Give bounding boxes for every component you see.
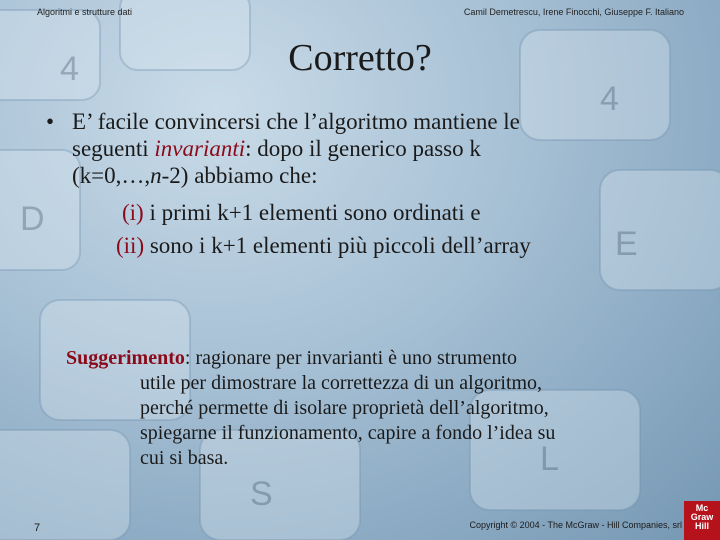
page-number: 7 (34, 522, 41, 534)
copyright-notice: Copyright © 2004 - The McGraw - Hill Companies, srl (469, 520, 682, 530)
item-1-tag: (i) (122, 200, 144, 225)
hint-line-2: utile per dimostrare la correttezza di un algoritmo, (140, 372, 543, 394)
hint-block (66, 346, 666, 471)
bullet-text (72, 108, 642, 189)
svg-text:4: 4 (600, 80, 619, 118)
hint-heading: Suggerimento (66, 347, 185, 369)
invariant-item-1 (122, 199, 481, 226)
svg-text:E: E (615, 225, 638, 263)
bullet-line-2-pre: seguenti (72, 136, 155, 161)
slide-title: Corretto? (288, 37, 432, 79)
bullet-line-3-pre: (k=0,…, (72, 163, 151, 188)
hint-line-4: spiegarne il funzionamento, capire a fondo l’idea su (140, 422, 556, 444)
hint-line-3: perché permette di isolare proprietà dell’algoritmo, (140, 397, 549, 419)
bullet-dot: • (46, 109, 55, 134)
item-1-text: i primi k+1 elementi sono ordinati e (143, 200, 481, 225)
svg-text:S: S (250, 475, 273, 513)
bullet-line-3-post: -2) abbiamo che: (161, 163, 318, 188)
invariant-item-2 (116, 232, 531, 259)
logo-line-2: Graw (690, 512, 714, 522)
variable-n: n (150, 163, 162, 188)
hint-line-1-text: : ragionare per invarianti è uno strumento (184, 347, 517, 369)
bullet-line-3 (72, 162, 642, 189)
hint-line-1 (66, 346, 666, 371)
hint-line-5: cui si basa. (140, 447, 229, 469)
svg-text:L: L (540, 440, 559, 478)
mcgraw-hill-logo (684, 501, 720, 540)
course-title: Algoritmi e strutture dati (37, 7, 133, 17)
logo-line-1: Mc (695, 503, 709, 513)
item-2-tag: (ii) (116, 233, 145, 258)
svg-text:D: D (20, 200, 45, 238)
item-2-text: sono i k+1 elementi più piccoli dell’array (144, 233, 531, 258)
bullet-line-2-post: : dopo il generico passo k (245, 136, 481, 161)
bullet-line-2 (72, 135, 642, 162)
bullet-line-1: E’ facile convincersi che l’algoritmo mantiene le (72, 109, 520, 134)
svg-text:4: 4 (60, 50, 79, 88)
invarianti-keyword: invarianti (154, 136, 246, 161)
logo-line-3: Hill (694, 521, 709, 531)
authors: Camil Demetrescu, Irene Finocchi, Giuseppe F. Italiano (463, 7, 684, 17)
